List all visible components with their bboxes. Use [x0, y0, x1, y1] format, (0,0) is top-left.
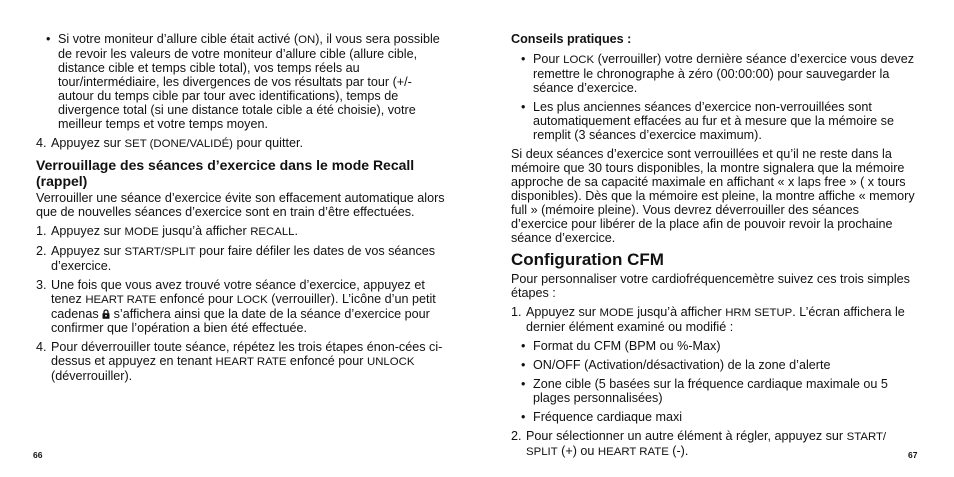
display-unlock: UNLOCK — [366, 356, 415, 368]
cfm-intro: Pour personnaliser votre cardiofréquencemètre suivez ces trois simples étapes : — [511, 272, 910, 300]
bullet-text-cont: ), il vous sera possible de revoir les valeurs de votre moniteur d’allure cible (allure cible, distance cible et temps cible total), vos temps réels au tour/intermédiaire, les divergences de vos résultats par tour (+/- autour du temps cible par tour avec identifications), temps de divergence total (si une distance totale cible a été choisie), votre meilleur temps et votre temps moyen. — [58, 32, 440, 131]
bullet-text: Si votre moniteur d’allure cible était activé ( — [58, 32, 299, 46]
step-number: 3. — [36, 278, 47, 292]
page-number-right: 67 — [908, 450, 918, 460]
bullet-marker: • — [521, 100, 526, 114]
left-page — [36, 32, 448, 388]
page-number-left: 66 — [33, 450, 43, 460]
padlock-icon — [102, 309, 110, 319]
step-4-quit — [36, 136, 448, 151]
button-name-heart-rate: HEART RATE — [85, 294, 157, 306]
step-text: Une fois que vous avez trouvé votre séance d’exercice, appuyez et tenez — [51, 278, 425, 306]
step-number: 4. — [36, 136, 47, 150]
button-name-on: ON — [298, 34, 316, 46]
tip-text: Pour — [533, 52, 564, 66]
bullet-marker: • — [521, 52, 526, 66]
step-text: Appuyez sur — [51, 224, 125, 238]
button-name-mode: MODE — [599, 307, 634, 319]
button-name-set: SET (DONE/VALIDÉ) — [124, 138, 233, 150]
bullet-marker: • — [521, 410, 526, 424]
step-text: jusqu’à afficher — [158, 224, 251, 238]
button-name-heart-rate: HEART RATE — [597, 446, 669, 458]
tip-item — [511, 100, 916, 142]
display-lock: LOCK — [236, 294, 268, 306]
lock-step-3 — [36, 278, 448, 335]
button-name-mode: MODE — [124, 226, 159, 238]
tip-text: Les plus anciennes séances d’exercice non-verrouillées sont automatiquement effacées au fur et à mesure que la mémoire se remplit (3 séances d’exercice maximum). — [533, 100, 894, 142]
step-text: (verrouiller). L’icône d’un petit cadenas — [51, 292, 436, 321]
lock-step-2 — [36, 244, 448, 273]
step-text: enfoncé pour — [286, 354, 367, 368]
step-number: 1. — [36, 224, 47, 238]
bullet-marker: • — [521, 377, 526, 391]
tip-item — [511, 52, 916, 95]
display-hrm-setup: HRM SETUP — [725, 307, 793, 319]
cfm-step-2 — [511, 429, 916, 459]
section-intro: Verrouiller une séance d’exercice évite son effacement automatique alors que de nouvelles séances d’exercice sont en train d’être effectuées. — [36, 191, 445, 219]
step-text: Pour sélectionner un autre élément à régler, appuyez sur — [526, 429, 847, 443]
tip-text: (verrouiller) votre dernière séance d’exercice vous devez remettre le chronographe à zéro (00:00:00) pour sauvegarder la séance d’exercice. — [533, 52, 915, 95]
step-text: jusqu’à afficher — [633, 305, 726, 319]
step-text: Appuyez sur — [51, 136, 125, 150]
display-lock: LOCK — [563, 54, 595, 66]
step-text: . L’écran affichera le dernier élément examiné ou modifié : — [526, 305, 905, 334]
memory-paragraph: Si deux séances d’exercice sont verrouillées et qu’il ne reste dans la mémoire que 30 tours disponibles, la montre signalera que la mémoire approche de sa capacité maximale en affichant « x laps free » ( x tours disponibles). Dès que la mémoire est pleine, la montre affiche « memory full » (mémoire pleine). Vous devrez déverrouiller des séances d’exercice pour libérer de la place afin de pouvoir revoir la prochaine séance d’exercice. — [511, 147, 915, 245]
bullet-marker: • — [46, 32, 51, 46]
step-text: (-). — [668, 444, 689, 458]
cfm-option — [511, 358, 916, 372]
step-text: (+) ou — [557, 444, 598, 458]
option-text: Fréquence cardiaque maxi — [533, 410, 683, 424]
step-text-cont: pour quitter. — [232, 136, 303, 150]
step-number: 4. — [36, 340, 47, 354]
step-number: 2. — [36, 244, 47, 258]
step-text: enfoncé pour — [156, 292, 237, 306]
step-text: Pour déverrouiller toute séance, répétez les trois étapes énon-cées ci-dessus et appuyez en tenant — [51, 340, 443, 368]
option-text: Zone cible (5 basées sur la fréquence cardiaque maximale ou 5 plages personnalisées) — [533, 377, 888, 405]
section-heading-cfm: Configuration CFM — [511, 250, 664, 269]
step-text: pour faire défiler les dates de vos séances d’exercice. — [51, 244, 436, 273]
step-text: Appuyez sur — [526, 305, 600, 319]
cfm-option — [511, 377, 916, 405]
step-text: s’affichera ainsi que la date de la séance d’exercice pour confirmer que l’opération a bien été effectuée. — [51, 307, 430, 335]
button-name-heart-rate: HEART RATE — [215, 356, 287, 368]
cfm-option — [511, 410, 916, 424]
step-number: 1. — [511, 305, 522, 319]
cfm-option — [511, 339, 916, 353]
bullet-marker: • — [521, 358, 526, 372]
bullet-marker: • — [521, 339, 526, 353]
option-text: ON/OFF (Activation/désactivation) de la zone d’alerte — [533, 358, 831, 372]
lock-step-4 — [36, 340, 448, 383]
recall-review-bullet — [36, 32, 448, 131]
step-text: Appuyez sur — [51, 244, 125, 258]
step-number: 2. — [511, 429, 522, 443]
cfm-step-1 — [511, 305, 916, 334]
right-page — [511, 32, 916, 464]
step-text: (déverrouiller). — [51, 369, 133, 383]
tips-heading: Conseils pratiques : — [511, 32, 632, 46]
button-name-start-split: START/ SPLIT — [526, 431, 887, 458]
display-recall: RECALL — [250, 226, 295, 238]
step-text: . — [294, 224, 299, 238]
lock-step-1 — [36, 224, 448, 239]
option-text: Format du CFM (BPM ou %-Max) — [533, 339, 721, 353]
button-name-start-split: START/SPLIT — [124, 246, 196, 258]
section-heading-lock: Verrouillage des séances d’exercice dans le mode Recall (rappel) — [36, 157, 415, 189]
